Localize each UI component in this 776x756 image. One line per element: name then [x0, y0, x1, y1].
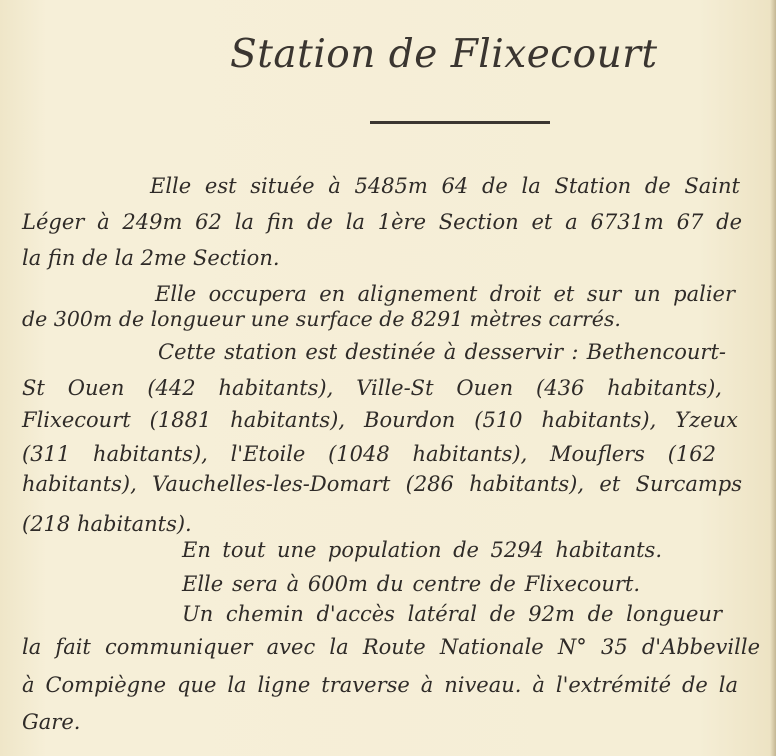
text-line-9: (311 habitants), l'Etoile (1048 habitants), Mouflers (162: [22, 442, 716, 466]
text-line-17: Gare.: [22, 710, 81, 734]
text-line-8: Flixecourt (1881 habitants), Bourdon (510 habitants), Yzeux: [22, 408, 738, 432]
text-line-14: Un chemin d'accès latéral de 92m de longueur: [182, 602, 722, 626]
page-title: Station de Flixecourt: [230, 32, 658, 77]
text-line-5: de 300m de longueur une surface de 8291 mètres carrés.: [22, 307, 621, 331]
page-edge-shadow: [770, 0, 776, 756]
text-line-1: Elle est située à 5485m 64 de la Station de Saint: [150, 174, 740, 198]
text-line-13: Elle sera à 600m du centre de Flixecourt.: [182, 572, 640, 596]
text-line-6: Cette station est destinée à desservir : Bethencourt-: [158, 340, 726, 364]
text-line-15: la fait communiquer avec la Route Nationale N° 35 d'Abbeville: [22, 635, 760, 659]
text-line-7: St Ouen (442 habitants), Ville-St Ouen (436 habitants),: [22, 376, 722, 400]
text-line-10: habitants), Vauchelles-les-Domart (286 habitants), et Surcamps: [22, 472, 742, 496]
text-line-11: (218 habitants).: [22, 512, 192, 536]
text-line-2: Léger à 249m 62 la fin de la 1ère Section et a 6731m 67 de: [22, 210, 742, 234]
title-underline: [370, 121, 550, 124]
text-line-3: la fin de la 2me Section.: [22, 246, 280, 270]
text-line-4: Elle occupera en alignement droit et sur un palier: [155, 282, 735, 306]
text-line-12: En tout une population de 5294 habitants.: [182, 538, 662, 562]
text-line-16: à Compiègne que la ligne traverse à niveau. à l'extrémité de la: [22, 673, 738, 697]
